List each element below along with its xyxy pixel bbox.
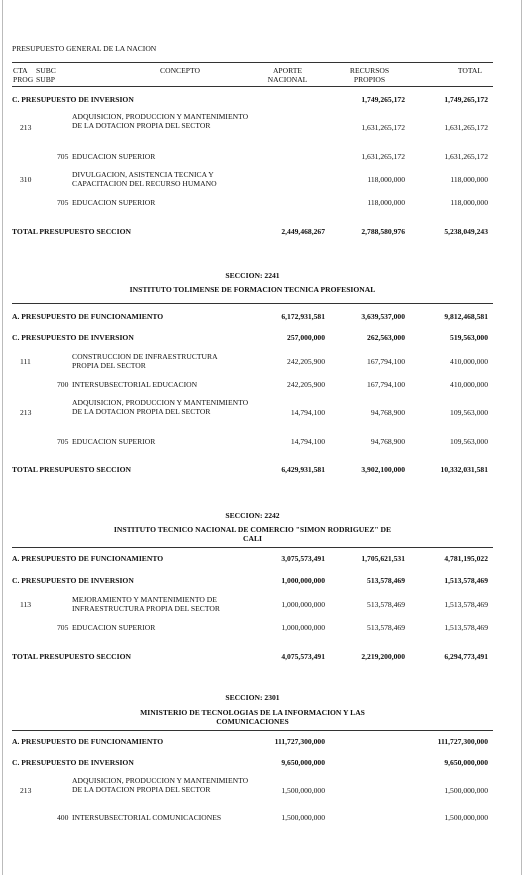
- row-recursos: 94,768,900: [370, 408, 405, 417]
- row-prog: 111: [20, 357, 31, 366]
- row-recursos: 3,639,537,000: [361, 312, 405, 321]
- row-subp: 705: [57, 623, 69, 632]
- section-heading: SECCION: 2301: [225, 693, 280, 702]
- entity-name-line-1: MINISTERIO DE TECNOLOGIAS DE LA INFORMACION Y LAS: [140, 708, 365, 717]
- row-recursos: 1,749,265,172: [361, 95, 405, 104]
- row-aporte: 111,727,300,000: [274, 737, 325, 746]
- row-concepto: A. PRESUPUESTO DE FUNCIONAMIENTO: [12, 312, 164, 321]
- total-label: TOTAL PRESUPUESTO SECCION: [12, 652, 132, 661]
- row-aporte: 1,500,000,000: [281, 813, 325, 822]
- section-rule: [12, 730, 493, 731]
- entity-name-line-1: INSTITUTO TECNICO NACIONAL DE COMERCIO "SIMON RODRIGUEZ" DE: [113, 525, 392, 534]
- row-recursos: 513,578,469: [367, 576, 405, 585]
- total-recursos: 3,902,100,000: [361, 465, 405, 474]
- row-aporte: 1,000,000,000: [281, 623, 325, 632]
- row-recursos: 118,000,000: [367, 198, 405, 207]
- total-total: 6,294,773,491: [444, 652, 488, 661]
- row-total: 1,513,578,469: [444, 600, 488, 609]
- row-concepto: A. PRESUPUESTO DE FUNCIONAMIENTO: [12, 737, 164, 746]
- total-recursos: 2,788,580,976: [361, 227, 405, 236]
- row-aporte: 1,000,000,000: [281, 600, 325, 609]
- document-title: PRESUPUESTO GENERAL DE LA NACION: [12, 44, 157, 53]
- row-total: 519,563,000: [450, 333, 488, 342]
- row-aporte: 14,794,100: [290, 437, 325, 446]
- row-recursos: 262,563,000: [367, 333, 405, 342]
- total-total: 5,238,049,243: [444, 227, 488, 236]
- row-concepto: ADQUISICION, PRODUCCION Y MANTENIMIENTO DE LA DOTACION PROPIA DEL SECTOR: [72, 398, 249, 416]
- row-total: 1,500,000,000: [444, 813, 488, 822]
- entity-name-line-2: COMUNICACIONES: [216, 717, 289, 726]
- row-concepto: C. PRESUPUESTO DE INVERSION: [12, 576, 134, 585]
- row-recursos: 1,631,265,172: [361, 123, 405, 132]
- header-bottom-rule: [12, 86, 493, 87]
- row-aporte: 242,205,900: [287, 380, 325, 389]
- row-recursos: 1,631,265,172: [361, 152, 405, 161]
- row-total: 1,500,000,000: [444, 786, 488, 795]
- row-concepto: ADQUISICION, PRODUCCION Y MANTENIMIENTO DE LA DOTACION PROPIA DEL SECTOR: [72, 112, 249, 130]
- row-recursos: 513,578,469: [367, 623, 405, 632]
- row-total: 109,563,000: [450, 408, 488, 417]
- total-aporte: 2,449,468,267: [281, 227, 325, 236]
- row-prog: 113: [20, 600, 32, 609]
- header-recursos-l1: RECURSOS: [349, 66, 390, 75]
- row-total: 111,727,300,000: [437, 737, 488, 746]
- row-concepto: C. PRESUPUESTO DE INVERSION: [12, 333, 134, 342]
- row-prog: 213: [20, 123, 32, 132]
- row-concepto: DIVULGACION, ASISTENCIA TECNICA Y CAPACITACION DEL RECURSO HUMANO: [72, 170, 217, 188]
- total-total: 10,332,031,581: [440, 465, 488, 474]
- entity-name: INSTITUTO TOLIMENSE DE FORMACION TECNICA PROFESIONAL: [129, 285, 376, 294]
- total-label: TOTAL PRESUPUESTO SECCION: [12, 227, 132, 236]
- row-prog: 213: [20, 408, 32, 417]
- row-subp: 705: [57, 152, 69, 161]
- header-cta: CTA: [13, 66, 28, 75]
- row-total: 410,000,000: [450, 357, 488, 366]
- row-aporte: 1,500,000,000: [281, 786, 325, 795]
- header-aporte-l2: NACIONAL: [267, 75, 308, 84]
- row-total: 1,513,578,469: [444, 576, 488, 585]
- row-total: 9,812,468,581: [444, 312, 488, 321]
- row-subp: 705: [57, 437, 69, 446]
- row-subp: 400: [57, 813, 69, 822]
- entity-name-line-2: CALI: [243, 534, 262, 543]
- row-aporte: 1,000,000,000: [281, 576, 325, 585]
- total-aporte: 4,075,573,491: [281, 652, 325, 661]
- row-concepto: INTERSUBSECTORIAL EDUCACION: [72, 380, 198, 389]
- row-aporte: 3,075,573,491: [281, 554, 325, 563]
- row-concepto: C. PRESUPUESTO DE INVERSION: [12, 95, 134, 104]
- row-total: 1,631,265,172: [444, 123, 488, 132]
- row-total: 1,513,578,469: [444, 623, 488, 632]
- row-recursos: 94,768,900: [370, 437, 405, 446]
- row-total: 118,000,000: [450, 198, 488, 207]
- row-concepto: ADQUISICION, PRODUCCION Y MANTENIMIENTO DE LA DOTACION PROPIA DEL SECTOR: [72, 776, 249, 794]
- page-right-border: [521, 0, 522, 875]
- row-total: 9,650,000,000: [444, 758, 488, 767]
- row-concepto: EDUCACION SUPERIOR: [72, 437, 156, 446]
- header-prog: PROG: [13, 75, 34, 84]
- header-top-rule: [12, 62, 493, 63]
- row-concepto: A. PRESUPUESTO DE FUNCIONAMIENTO: [12, 554, 164, 563]
- row-concepto: C. PRESUPUESTO DE INVERSION: [12, 758, 134, 767]
- row-prog: 213: [20, 786, 32, 795]
- header-total: TOTAL: [457, 66, 482, 75]
- row-aporte: 9,650,000,000: [281, 758, 325, 767]
- row-recursos: 167,794,100: [367, 357, 405, 366]
- section-rule: [12, 547, 493, 548]
- section-heading: SECCION: 2241: [225, 271, 280, 280]
- row-aporte: 6,172,931,581: [281, 312, 325, 321]
- section-heading: SECCION: 2242: [225, 511, 280, 520]
- row-concepto: MEJORAMIENTO Y MANTENIMIENTO DE INFRAESTRUCTURA PROPIA DEL SECTOR: [72, 595, 220, 613]
- row-recursos: 513,578,469: [367, 600, 405, 609]
- row-total: 109,563,000: [450, 437, 488, 446]
- row-concepto: CONSTRUCCION DE INFRAESTRUCTURA PROPIA DEL SECTOR: [72, 352, 218, 370]
- row-concepto: EDUCACION SUPERIOR: [72, 198, 156, 207]
- row-concepto: INTERSUBSECTORIAL COMUNICACIONES: [72, 813, 222, 822]
- row-total: 118,000,000: [450, 175, 488, 184]
- header-recursos-l2: PROPIOS: [353, 75, 386, 84]
- row-recursos: 167,794,100: [367, 380, 405, 389]
- row-aporte: 257,000,000: [287, 333, 325, 342]
- row-subp: 705: [57, 198, 69, 207]
- page-left-border: [2, 0, 3, 875]
- row-total: 1,631,265,172: [444, 152, 488, 161]
- header-concepto: CONCEPTO: [160, 66, 200, 75]
- row-recursos: 1,705,621,531: [361, 554, 405, 563]
- total-recursos: 2,219,200,000: [361, 652, 405, 661]
- row-total: 1,749,265,172: [444, 95, 488, 104]
- row-total: 4,781,195,022: [444, 554, 488, 563]
- header-subp: SUBP: [36, 75, 55, 84]
- total-label: TOTAL PRESUPUESTO SECCION: [12, 465, 132, 474]
- header-subc: SUBC: [36, 66, 56, 75]
- row-prog: 310: [20, 175, 32, 184]
- header-aporte-l1: APORTE: [272, 66, 303, 75]
- row-aporte: 14,794,100: [290, 408, 325, 417]
- row-concepto: EDUCACION SUPERIOR: [72, 623, 156, 632]
- row-subp: 700: [57, 380, 69, 389]
- row-aporte: 242,205,900: [287, 357, 325, 366]
- section-rule: [12, 303, 493, 304]
- row-recursos: 118,000,000: [367, 175, 405, 184]
- row-total: 410,000,000: [450, 380, 488, 389]
- row-concepto: EDUCACION SUPERIOR: [72, 152, 156, 161]
- total-aporte: 6,429,931,581: [281, 465, 325, 474]
